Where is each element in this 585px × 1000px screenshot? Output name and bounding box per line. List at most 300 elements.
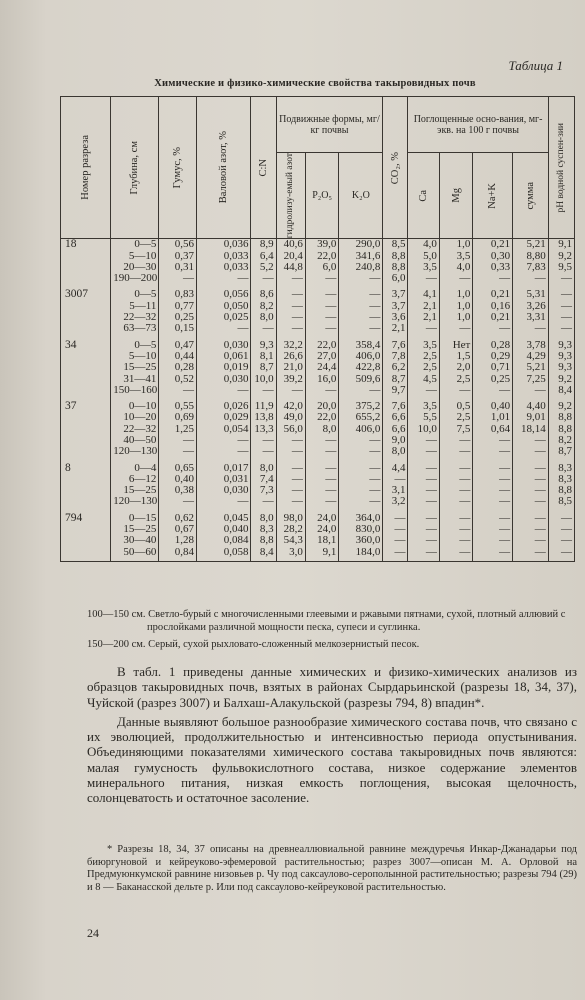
cell-ph: 9,2 [548,374,574,385]
cell-mg: — [439,485,472,496]
header-sum: сумма [513,153,549,239]
cell-hn: 32,2 [276,335,305,351]
cell-hn: 56,0 [276,424,305,435]
header-absorbed-bases: Поглощенные осно-вания, мг-экв. на 100 г почвы [408,97,548,153]
cell-depth: 0—5 [111,239,159,251]
cell-n: — [197,323,251,334]
table-row [61,239,575,251]
header-p2o5: P₂O₅ [305,153,338,239]
cell-ca: — [408,273,439,284]
cell-hn: — [276,474,305,485]
cell-sum: — [513,535,549,546]
cell-hn: — [276,273,305,284]
cell-p: 24,0 [305,524,338,535]
cell-depth: 15—25 [111,362,159,373]
cell-n: 0,030 [197,374,251,385]
cell-co2: 3,2 [383,496,408,507]
cell-co2: 8,8 [383,251,408,262]
cell-cn: 8,3 [251,524,276,535]
section-cell [61,474,111,485]
cell-ca: — [408,508,439,524]
profile-notes [87,608,575,651]
cell-ph: — [548,273,574,284]
cell-co2: 8,0 [383,446,408,457]
cell-depth: 22—32 [111,312,159,323]
cell-humus: 0,44 [159,351,197,362]
cell-ca: 3,5 [408,335,439,351]
cell-humus: — [159,496,197,507]
cell-hn: 28,2 [276,524,305,535]
section-cell: 37 [61,396,111,412]
cell-co2: 3,7 [383,301,408,312]
cell-k: 406,0 [339,424,383,435]
cell-cn: 8,4 [251,547,276,562]
cell-depth: 0—5 [111,284,159,300]
cell-ph: — [548,312,574,323]
cell-k: — [339,301,383,312]
table-row [61,273,575,284]
cell-n: 0,025 [197,312,251,323]
cell-n: — [197,446,251,457]
cell-mg: — [439,323,472,334]
cell-humus: — [159,435,197,446]
cell-p: 22,0 [305,412,338,423]
cell-p: — [305,284,338,300]
cell-k: — [339,446,383,457]
cell-n: 0,026 [197,396,251,412]
cell-mg: 1,0 [439,284,472,300]
cell-nak: — [473,547,513,562]
cell-ph: — [548,284,574,300]
cell-co2: 2,1 [383,323,408,334]
cell-nak: 0,33 [473,262,513,273]
cell-hn: 54,3 [276,535,305,546]
cell-depth: 31—41 [111,374,159,385]
cell-ph: — [548,535,574,546]
cell-ph: 8,2 [548,435,574,446]
cell-nak: 0,16 [473,301,513,312]
cell-k: 655,2 [339,412,383,423]
cell-p: — [305,312,338,323]
cell-n: 0,030 [197,335,251,351]
cell-hn: 40,6 [276,239,305,251]
cell-n: 0,084 [197,535,251,546]
cell-ph: — [548,323,574,334]
cell-ca: — [408,446,439,457]
cell-co2: 9,0 [383,435,408,446]
cell-mg: 7,5 [439,424,472,435]
header-depth: Глубина, см [111,97,159,239]
cell-cn: 8,1 [251,351,276,362]
cell-nak: 0,40 [473,396,513,412]
cell-cn: — [251,273,276,284]
cell-cn: — [251,385,276,396]
cell-cn: 8,7 [251,362,276,373]
cell-depth: 120—130 [111,496,159,507]
cell-nak: 0,25 [473,374,513,385]
cell-ca: 4,1 [408,284,439,300]
body-text [87,664,577,810]
header-mobile-forms: Подвижные формы, мг/кг почвы [276,97,383,153]
cell-k: 358,4 [339,335,383,351]
cell-hn: — [276,323,305,334]
section-cell [61,362,111,373]
cell-nak: 0,64 [473,424,513,435]
cell-co2: 3,7 [383,284,408,300]
section-cell [61,301,111,312]
table-row [61,323,575,334]
cell-k: — [339,485,383,496]
cell-n: 0,033 [197,251,251,262]
cell-mg: 1,0 [439,239,472,251]
cell-mg: — [439,535,472,546]
cell-hn: 3,0 [276,547,305,562]
cell-mg: 1,0 [439,312,472,323]
cell-k: — [339,474,383,485]
cell-humus: 0,69 [159,412,197,423]
cell-mg: 2,5 [439,374,472,385]
cell-humus: 0,47 [159,335,197,351]
cell-nak: — [473,524,513,535]
section-cell [61,535,111,546]
cell-ph: 8,3 [548,458,574,474]
cell-mg: — [439,524,472,535]
cell-ca: 3,5 [408,396,439,412]
cell-hn: 44,8 [276,262,305,273]
table-caption: Таблица 1 [508,58,563,73]
cell-humus: 0,52 [159,374,197,385]
cell-ph: 9,2 [548,396,574,412]
section-cell [61,547,111,562]
cell-n: — [197,385,251,396]
cell-mg: — [439,446,472,457]
cell-sum: 7,83 [513,262,549,273]
section-cell [61,323,111,334]
cell-co2: 4,4 [383,458,408,474]
cell-ca: — [408,547,439,562]
cell-co2: 8,7 [383,374,408,385]
cell-sum: 5,31 [513,284,549,300]
cell-co2: — [383,524,408,535]
cell-humus: 0,62 [159,508,197,524]
cell-p: 6,0 [305,262,338,273]
cell-ca: 4,5 [408,374,439,385]
cell-sum: 7,25 [513,374,549,385]
cell-ph: 9,3 [548,362,574,373]
cell-cn: 8,6 [251,284,276,300]
section-cell [61,412,111,423]
cell-n: 0,030 [197,485,251,496]
cell-p: — [305,446,338,457]
section-cell [61,351,111,362]
section-cell [61,424,111,435]
cell-ph: — [548,524,574,535]
cell-k: 406,0 [339,351,383,362]
cell-n: 0,040 [197,524,251,535]
cell-depth: 190—200 [111,273,159,284]
cell-nak: — [473,446,513,457]
header-mg: Mg [439,153,472,239]
cell-depth: 5—10 [111,251,159,262]
cell-hn: — [276,496,305,507]
cell-sum: 9,01 [513,412,549,423]
table-row [61,335,575,351]
cell-co2: 7,6 [383,396,408,412]
cell-co2: — [383,508,408,524]
header-section: Номер разреза [61,97,111,239]
cell-ca: 3,5 [408,262,439,273]
section-cell: 18 [61,239,111,251]
cell-nak: — [473,496,513,507]
cell-ca: 5,0 [408,251,439,262]
cell-nak: 0,29 [473,351,513,362]
cell-mg: 2,5 [439,412,472,423]
cell-p: 39,0 [305,239,338,251]
cell-nak: — [473,485,513,496]
cell-humus: 0,31 [159,262,197,273]
cell-hn: 49,0 [276,412,305,423]
cell-humus: 1,25 [159,424,197,435]
cell-humus: — [159,385,197,396]
soil-properties-table [60,96,575,562]
cell-mg: — [439,435,472,446]
table-row [61,412,575,423]
cell-sum: — [513,385,549,396]
cell-cn: — [251,435,276,446]
cell-ca: — [408,496,439,507]
cell-co2: 3,6 [383,312,408,323]
cell-sum: — [513,435,549,446]
cell-hn: 42,0 [276,396,305,412]
cell-mg: 1,0 [439,301,472,312]
cell-cn: 7,3 [251,485,276,496]
cell-depth: 30—40 [111,535,159,546]
cell-cn: 13,8 [251,412,276,423]
cell-humus: 0,37 [159,251,197,262]
cell-nak: 0,21 [473,284,513,300]
cell-sum: — [513,496,549,507]
cell-k: — [339,312,383,323]
cell-humus: 0,25 [159,312,197,323]
cell-ph: 9,3 [548,351,574,362]
header-nak: Na+K [473,153,513,239]
cell-ph: 8,3 [548,474,574,485]
cell-hn: 39,2 [276,374,305,385]
table-title: Химические и физико-химические свойства такыровидных почв [154,78,476,89]
cell-p: 22,0 [305,335,338,351]
cell-cn: — [251,446,276,457]
header-co2: CO₂, % [383,97,408,239]
cell-humus: 0,83 [159,284,197,300]
cell-cn: 8,8 [251,535,276,546]
cell-co2: 6,6 [383,424,408,435]
cell-ph: 8,7 [548,446,574,457]
cell-depth: 50—60 [111,547,159,562]
cell-n: — [197,273,251,284]
section-cell [61,385,111,396]
cell-co2: 6,2 [383,362,408,373]
footnote: * Разрезы 18, 34, 37 описаны на древнеаллювиальной равнине междуречья Инкар-Джанадарьи под биюргуновой и кейреуково-эфемеровой растительностью; разрез 3007—описан М. А. Орловой на Предмуюнкумской равнине низовьев р. Чу под саксаулово-серополынной растительностью; разрезы 794 (29) и 8 — Баканасской дельте р. Или под саксаулово-кейреуковой растительностью. [87,844,577,893]
cell-p: — [305,435,338,446]
cell-sum: 5,21 [513,362,549,373]
cell-depth: 120—130 [111,446,159,457]
cell-humus: 0,65 [159,458,197,474]
cell-hn: — [276,458,305,474]
cell-sum: 3,78 [513,335,549,351]
cell-k: 360,0 [339,535,383,546]
cell-co2: 9,7 [383,385,408,396]
cell-sum: 8,80 [513,251,549,262]
section-cell [61,262,111,273]
cell-humus: 0,84 [159,547,197,562]
cell-mg: — [439,508,472,524]
cell-k: — [339,435,383,446]
cell-n: 0,031 [197,474,251,485]
cell-ca: 4,0 [408,239,439,251]
section-cell [61,485,111,496]
cell-depth: 0—15 [111,508,159,524]
cell-p: 24,4 [305,362,338,373]
cell-depth: 0—4 [111,458,159,474]
cell-sum: 3,26 [513,301,549,312]
cell-depth: 0—5 [111,335,159,351]
cell-n: 0,029 [197,412,251,423]
cell-ph: 8,4 [548,385,574,396]
cell-k: 375,2 [339,396,383,412]
cell-sum: — [513,524,549,535]
cell-n: 0,019 [197,362,251,373]
cell-nak: — [473,435,513,446]
cell-sum: — [513,273,549,284]
cell-depth: 22—32 [111,424,159,435]
cell-hn: — [276,312,305,323]
cell-co2: 6,0 [383,273,408,284]
cell-ca: — [408,535,439,546]
header-ca: Ca [408,153,439,239]
cell-p: — [305,273,338,284]
cell-k: — [339,496,383,507]
table-row [61,547,575,562]
cell-co2: 7,6 [383,335,408,351]
section-cell [61,524,111,535]
cell-depth: 40—50 [111,435,159,446]
cell-k: 422,8 [339,362,383,373]
cell-humus: — [159,446,197,457]
cell-sum: 4,29 [513,351,549,362]
cell-cn: 13,3 [251,424,276,435]
cell-mg: — [439,474,472,485]
cell-mg: 3,5 [439,251,472,262]
cell-cn: 6,4 [251,251,276,262]
cell-mg: — [439,496,472,507]
cell-nak: 0,30 [473,251,513,262]
cell-hn: — [276,301,305,312]
cell-co2: 8,5 [383,239,408,251]
cell-mg: — [439,458,472,474]
cell-nak: — [473,458,513,474]
cell-nak: 0,21 [473,239,513,251]
profile-note: 100—150 см. Светло-бурый с многочисленными глеевыми и ржавыми пятнами, сухой, плотный аллювий с прослойками различной мощности песка, супеси и суглинка. [87,609,566,633]
cell-ca: 5,5 [408,412,439,423]
cell-n: 0,033 [197,262,251,273]
cell-n: 0,036 [197,239,251,251]
cell-ca: 2,5 [408,362,439,373]
header-cn: C:N [251,97,276,239]
section-cell [61,251,111,262]
cell-n: — [197,496,251,507]
cell-humus: 0,67 [159,524,197,535]
table-row [61,535,575,546]
cell-k: 240,8 [339,262,383,273]
cell-ph: — [548,301,574,312]
header-hydro-n: гидролизу-емый азот [276,153,305,239]
cell-cn: — [251,323,276,334]
cell-nak: 0,21 [473,312,513,323]
cell-co2: — [383,535,408,546]
cell-hn: — [276,284,305,300]
cell-n: 0,017 [197,458,251,474]
cell-cn: 8,2 [251,301,276,312]
table-row [61,396,575,412]
table-row [61,496,575,507]
cell-depth: 15—25 [111,524,159,535]
cell-cn: 8,0 [251,458,276,474]
cell-nak: — [473,273,513,284]
cell-n: 0,061 [197,351,251,362]
cell-n: 0,054 [197,424,251,435]
cell-ph: 8,5 [548,496,574,507]
cell-hn: 21,0 [276,362,305,373]
cell-sum: 3,31 [513,312,549,323]
cell-hn: 26,6 [276,351,305,362]
cell-sum: — [513,485,549,496]
table-body [61,239,575,562]
cell-nak: — [473,535,513,546]
cell-sum: — [513,547,549,562]
cell-co2: — [383,547,408,562]
cell-n: 0,058 [197,547,251,562]
cell-depth: 0—10 [111,396,159,412]
section-cell: 34 [61,335,111,351]
cell-ca: 2,1 [408,312,439,323]
table-row [61,362,575,373]
cell-n: 0,045 [197,508,251,524]
cell-cn: — [251,496,276,507]
cell-nak: 1,01 [473,412,513,423]
section-cell [61,273,111,284]
table-row [61,458,575,474]
table-row [61,284,575,300]
cell-n: — [197,435,251,446]
cell-humus: 0,56 [159,239,197,251]
cell-ca: 2,1 [408,301,439,312]
cell-ph: — [548,508,574,524]
cell-co2: 6,6 [383,412,408,423]
cell-depth: 5—10 [111,351,159,362]
cell-ph: 9,2 [548,251,574,262]
cell-p: — [305,485,338,496]
header-k2o: K₂O [339,153,383,239]
cell-depth: 20—30 [111,262,159,273]
cell-nak: — [473,323,513,334]
cell-ca: 10,0 [408,424,439,435]
cell-depth: 6—12 [111,474,159,485]
cell-p: 20,0 [305,396,338,412]
cell-sum: — [513,508,549,524]
cell-mg: 4,0 [439,262,472,273]
cell-sum: — [513,474,549,485]
cell-co2: — [383,474,408,485]
